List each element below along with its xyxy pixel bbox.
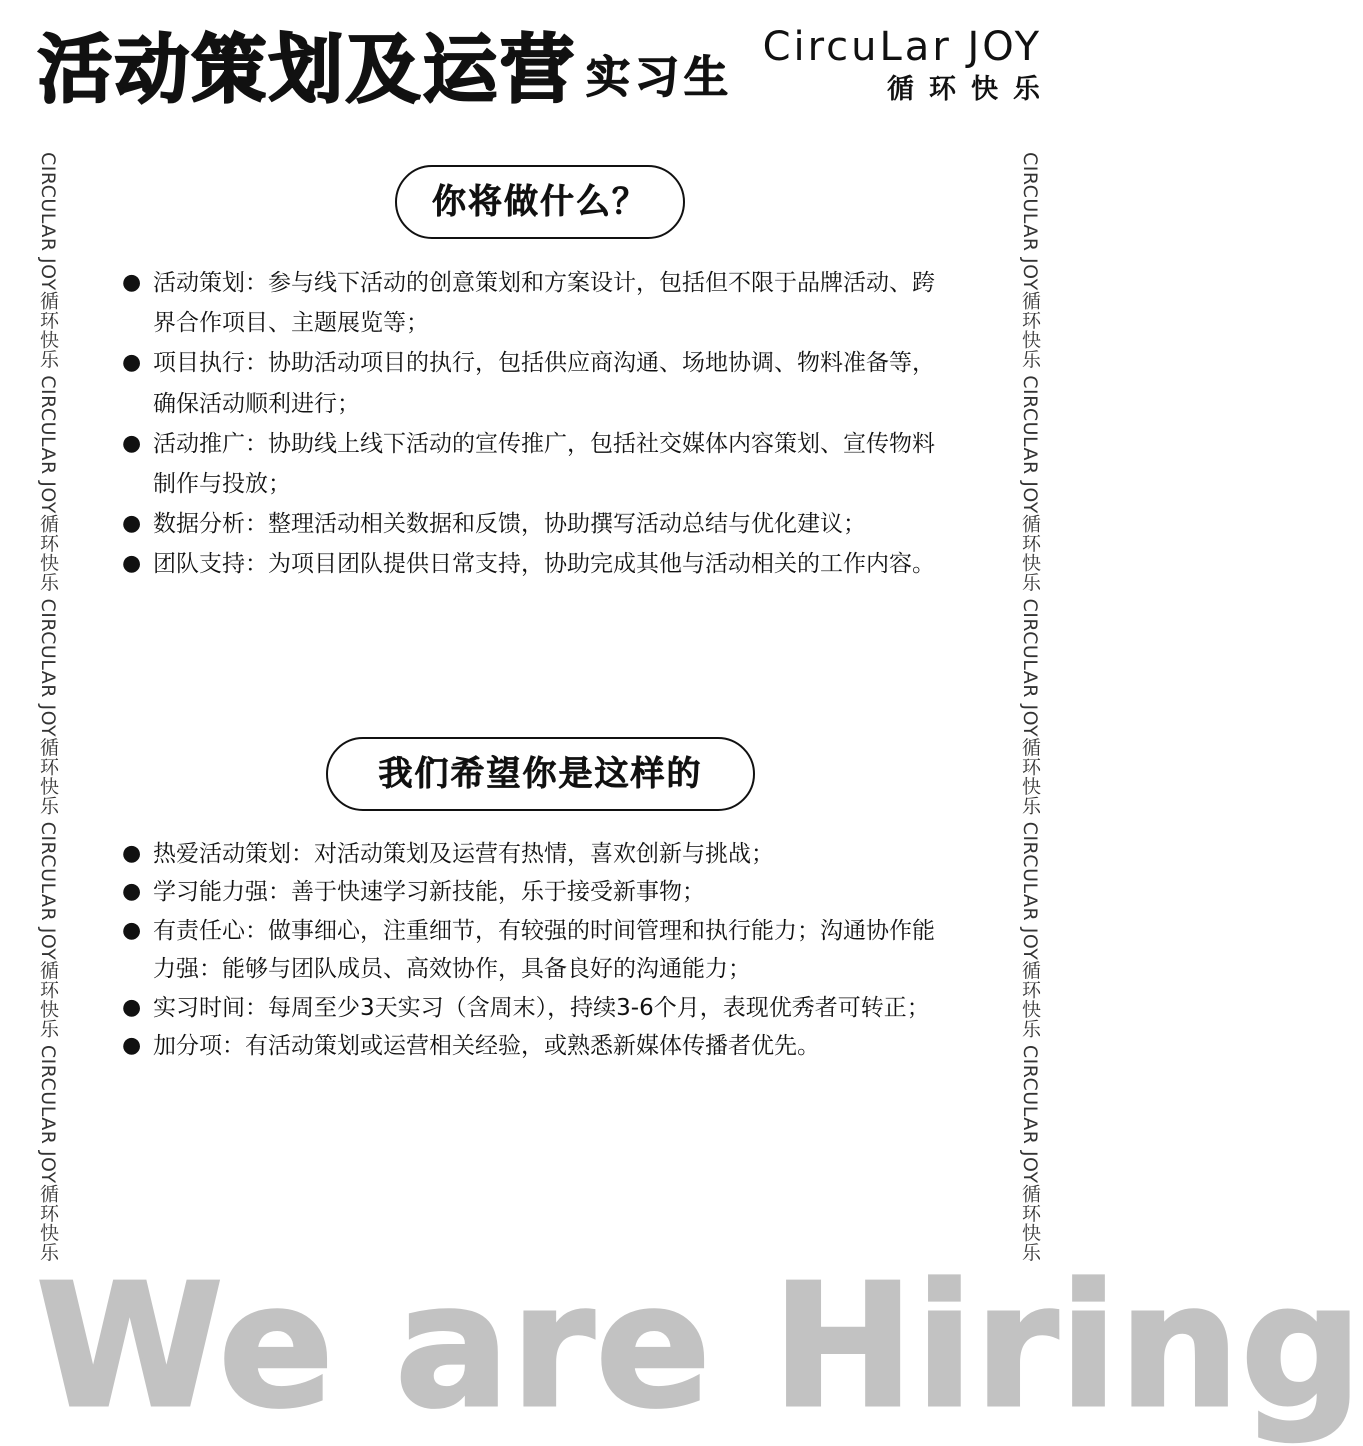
bullet-icon: ● [122, 841, 142, 866]
brand-logo-en: CircuLar JOY [762, 24, 1042, 70]
bullet-icon: ● [122, 511, 142, 537]
bullet-icon: ● [122, 1033, 142, 1059]
list-item-text: 加分项：有活动策划或运营相关经验，或熟悉新媒体传播者优先。 [153, 1033, 820, 1060]
duties-list [118, 263, 938, 585]
side-text-left: CIRCULAR JOY循环快乐 CIRCULAR JOY循环快乐 CIRCULAR JOY循环快乐 CIRCULAR JOY循环快乐 CIRCULAR JOY循环快乐 [37, 152, 59, 1262]
hiring-banner: We are Hiring [36, 1248, 1363, 1446]
list-item [118, 263, 938, 343]
list-item [118, 873, 938, 911]
section-heading-what-you-do: 你将做什么？ [395, 165, 685, 239]
requirements-list [118, 835, 938, 1065]
list-item-text: 有责任心：做事细心，注重细节，有较强的时间管理和执行能力；沟通协作能力强：能够与团队成员、高效协作，具备良好的沟通能力； [153, 917, 935, 983]
side-text-right: CIRCULAR JOY循环快乐 CIRCULAR JOY循环快乐 CIRCULAR JOY循环快乐 CIRCULAR JOY循环快乐 CIRCULAR JOY循环快乐 [1019, 152, 1041, 1262]
page-subtitle: 实习生 [586, 52, 733, 103]
bullet-icon: ● [122, 994, 142, 1020]
list-item [118, 912, 938, 989]
bullet-icon: ● [122, 430, 142, 456]
bullet-icon: ● [122, 879, 142, 905]
section-heading-who-we-want: 我们希望你是这样的 [326, 737, 755, 811]
brand-logo-cn: 循环快乐 [887, 74, 1055, 105]
list-item-text: 实习时间：每周至少3天实习（含周末），持续3-6个月，表现优秀者可转正； [153, 994, 930, 1021]
list-item-text: 学习能力强：善于快速学习新技能，乐于接受新事物； [153, 879, 705, 906]
list-item-text: 团队支持：为项目团队提供日常支持，协助完成其他与活动相关的工作内容。 [153, 551, 935, 578]
list-item [118, 835, 938, 873]
bullet-icon: ● [122, 917, 142, 943]
list-item [118, 504, 938, 544]
list-item [118, 544, 938, 584]
list-item-text: 活动推广：协助线上线下活动的宣传推广，包括社交媒体内容策划、宣传物料制作与投放； [153, 430, 935, 498]
list-item-text: 热爱活动策划：对活动策划及运营有热情，喜欢创新与挑战； [153, 841, 774, 867]
list-item [118, 1027, 938, 1065]
page-title: 活动策划及运营 [38, 27, 577, 113]
list-item-text: 活动策划：参与线下活动的创意策划和方案设计，包括但不限于品牌活动、跨界合作项目、主题展览等； [153, 270, 935, 337]
bullet-icon: ● [122, 551, 142, 577]
list-item [118, 343, 938, 423]
bullet-icon: ● [122, 350, 142, 376]
list-item-text: 项目执行：协助活动项目的执行，包括供应商沟通、场地协调、物料准备等，确保活动顺利进行； [153, 350, 935, 417]
bullet-icon: ● [122, 270, 142, 295]
list-item [118, 989, 938, 1027]
list-item-text: 数据分析：整理活动相关数据和反馈，协助撰写活动总结与优化建议； [153, 511, 866, 538]
list-item [118, 424, 938, 504]
